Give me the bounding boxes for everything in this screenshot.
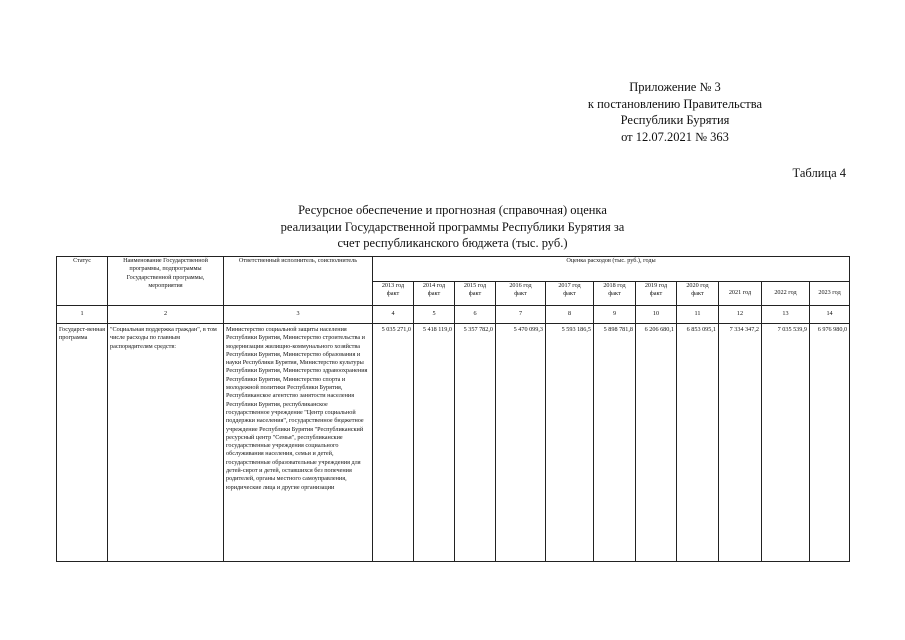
table-number: Таблица 4 [792, 166, 846, 180]
year-note: факт [468, 290, 482, 298]
header-executor: Ответственный исполнитель, соисполнитель [224, 257, 373, 306]
row-executor: Министерство социальной защиты населения Республики Бурятия, Министерство строительства и модернизации жилищно-коммунального хозяйства Республики Бурятия, Министерство образования и науки Республики Бурятия, Министерство культуры Республики Бурятия, Министерство здравоохранения Республики Бурятия, Министерство спорта и молодежной политики Республики Бурятия, Республиканское агентство занятости населения Республики Бурятия, республиканское государственное учреждение "Центр социальной поддержки населения", государственное бюджетное учреждение Республики Бурятия "Республиканский ресурсный центр "Семья", республиканские государственные учреждения социального обслуживания населения, семьи и детей, государственные образовательные учреждения для детей-сирот и детей, оставшихся без попечения родителей, органы местного самоуправления, юридические лица и другие организации [224, 324, 373, 562]
row-status: Государст-венная программа [57, 324, 108, 562]
row-value: 5 418 119,0 [414, 324, 455, 562]
year-note: факт [691, 290, 704, 298]
year-note: факт [514, 290, 527, 298]
row-value: 6 976 980,0 [810, 324, 850, 562]
header-year [373, 282, 414, 306]
header-year [414, 282, 455, 306]
year-label: 2015 год [463, 282, 487, 289]
appendix-line-4: от 12.07.2021 № 363 [621, 129, 729, 144]
year-note: факт [608, 290, 621, 298]
header-year [719, 282, 762, 306]
column-number: 13 [762, 306, 810, 324]
column-number: 12 [719, 306, 762, 324]
header-year [496, 282, 546, 306]
column-number: 1 [57, 306, 108, 324]
column-number: 8 [546, 306, 594, 324]
appendix-line-1: Приложение № 3 [629, 80, 721, 94]
year-note: факт [563, 290, 576, 298]
header-year [546, 282, 594, 306]
column-number: 5 [414, 306, 455, 324]
row-value: 6 206 680,1 [636, 324, 677, 562]
row-value: 5 470 099,3 [496, 324, 546, 562]
header-estimate: Оценка расходов (тыс. руб.), годы [373, 257, 850, 282]
header-year [677, 282, 719, 306]
column-number: 2 [108, 306, 224, 324]
row-value: 5 035 271,0 [373, 324, 414, 562]
year-label: 2014 год [422, 282, 446, 289]
year-label: 2021 год [728, 289, 752, 297]
column-number: 6 [455, 306, 496, 324]
column-number: 11 [677, 306, 719, 324]
document-title [180, 202, 725, 252]
year-label: 2013 год [381, 282, 405, 289]
header-name: Наименование Государственной программы, подпрограммы Государственной программы, мероприятия [108, 257, 224, 306]
row-value: 5 357 782,0 [455, 324, 496, 562]
column-number: 14 [810, 306, 850, 324]
title-line-1: Ресурсное обеспечение и прогнозная (справочная) оценка [298, 203, 607, 217]
year-label: 2019 год [644, 282, 668, 289]
header-year [636, 282, 677, 306]
title-line-2: реализации Государственной программы Республики Бурятия за [280, 219, 625, 234]
appendix-line-2: к постановлению Правительства [587, 96, 763, 111]
header-year [455, 282, 496, 306]
header-year [594, 282, 636, 306]
column-number: 9 [594, 306, 636, 324]
year-label: 2022 год [774, 289, 797, 297]
row-name: "Социальная поддержка граждан", в том числе расходы по главным распорядителям средств: [108, 324, 224, 562]
row-value: 7 334 347,2 [719, 324, 762, 562]
table-row [57, 324, 850, 562]
column-number: 3 [224, 306, 373, 324]
year-note: факт [649, 290, 663, 298]
title-line-3: счет республиканского бюджета (тыс. руб.) [337, 236, 568, 250]
column-number: 10 [636, 306, 677, 324]
year-label: 2023 год [818, 289, 841, 297]
header-year [810, 282, 850, 306]
year-label: 2017 год [558, 282, 581, 289]
resource-table [56, 256, 850, 562]
column-number: 4 [373, 306, 414, 324]
year-label: 2016 год [509, 282, 532, 289]
header-status: Статус [57, 257, 108, 306]
row-value: 7 035 539,9 [762, 324, 810, 562]
header-year [762, 282, 810, 306]
year-note: факт [386, 290, 400, 298]
row-value: 6 853 095,1 [677, 324, 719, 562]
appendix-heading [560, 79, 790, 145]
column-number: 7 [496, 306, 546, 324]
year-note: факт [427, 290, 441, 298]
appendix-line-3: Республики Бурятия [620, 113, 730, 127]
year-label: 2020 год [686, 282, 709, 289]
row-value: 5 593 186,5 [546, 324, 594, 562]
year-label: 2018 год [603, 282, 626, 289]
row-value: 5 898 781,8 [594, 324, 636, 562]
